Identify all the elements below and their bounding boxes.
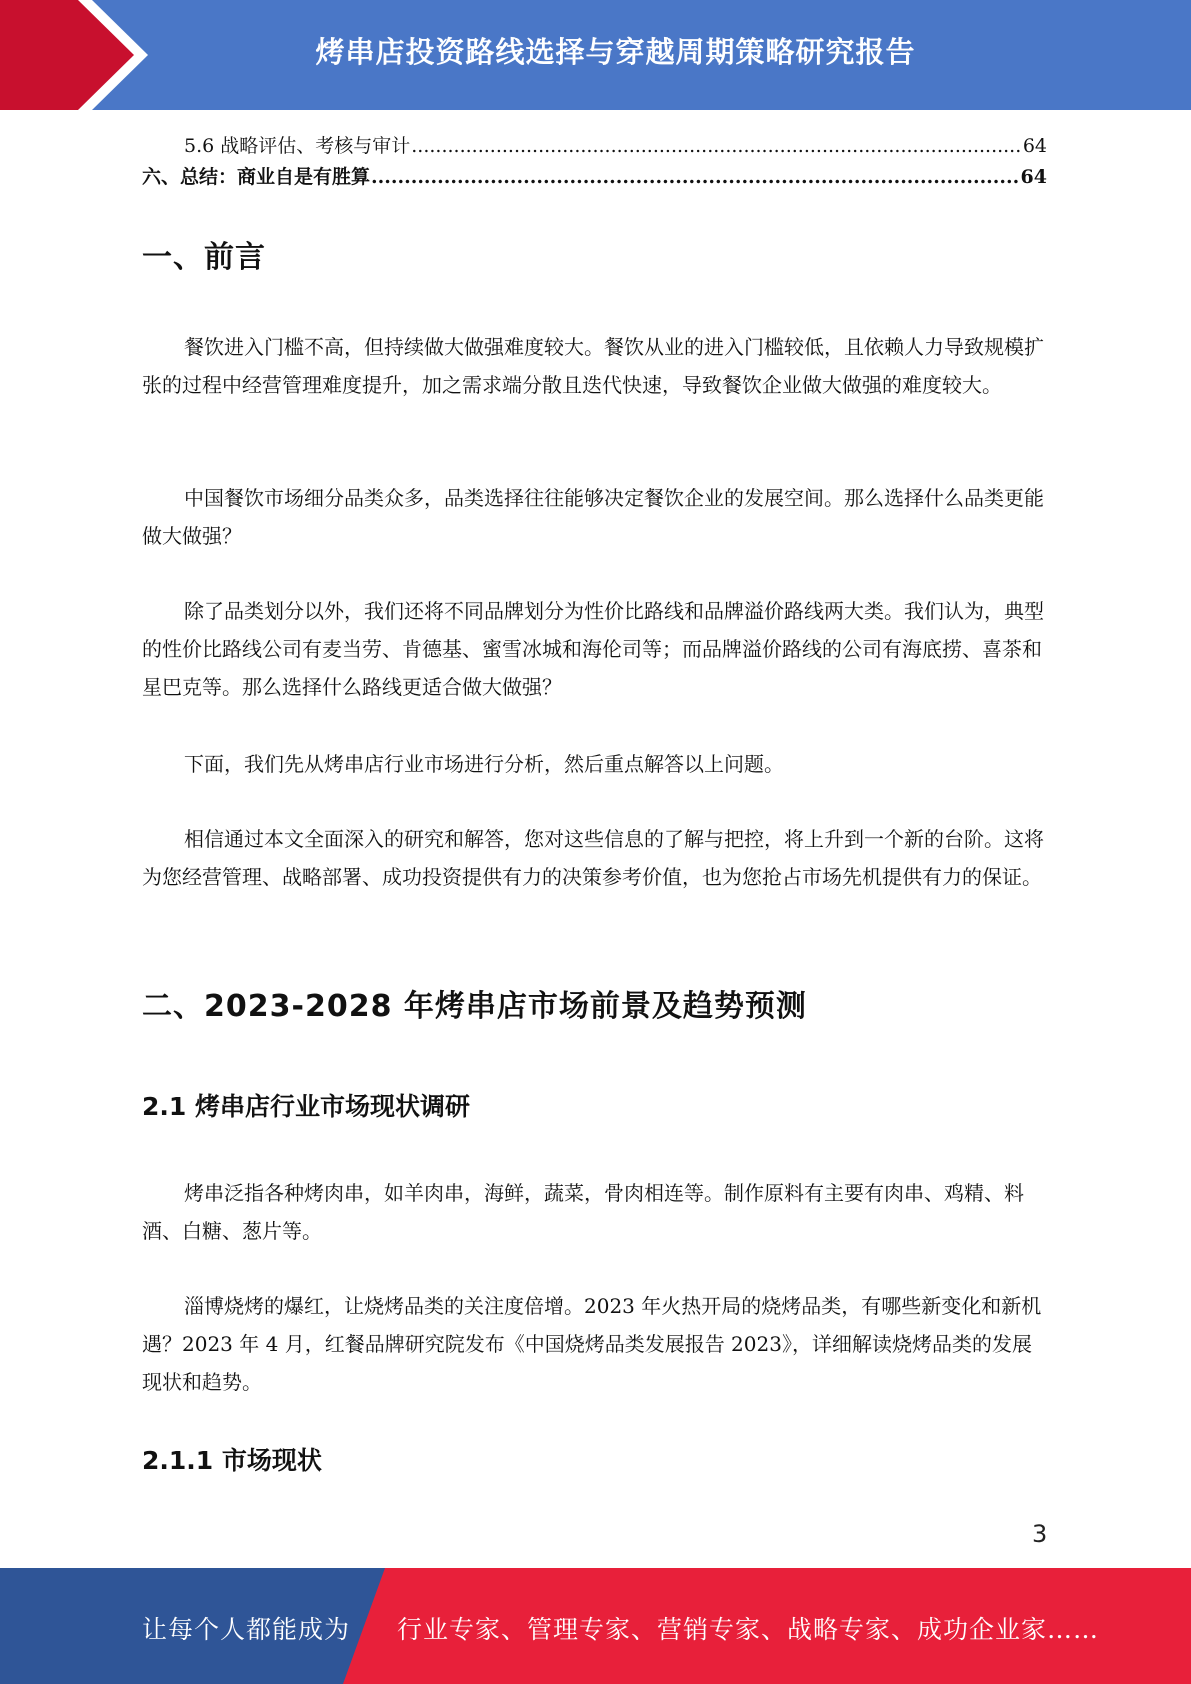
- footer-slogan-left: 让每个人都能成为: [142, 1615, 351, 1644]
- toc-entry-page: 64: [1022, 135, 1047, 157]
- toc-leader-dots: [371, 166, 1020, 188]
- body-paragraph: 餐饮进入门槛不高，但持续做大做强难度较大。餐饮从业的进入门槛较低，且依赖人力导致规模扩张的过程中经营管理难度提升，加之需求端分散且迭代快速，导致餐饮企业做大做强的难度较大。: [142, 335, 1044, 397]
- body-paragraph: 淄博烧烤的爆红，让烧烤品类的关注度倍增。2023 年火热开局的烧烤品类，有哪些新变化和新机遇？2023 年 4 月，红餐品牌研究院发布《中国烧烤品类发展报告 2023》，详细解读烧烤品类的发展现状和趋势。: [142, 1294, 1042, 1394]
- page-footer: [0, 1568, 1191, 1684]
- report-title: 烤串店投资路线选择与穿越周期策略研究报告: [315, 35, 916, 69]
- body-paragraph: 除了品类划分以外，我们还将不同品牌划分为性价比路线和品牌溢价路线两大类。我们认为，典型的性价比路线公司有麦当劳、肯德基、蜜雪冰城和海伦司等；而品牌溢价路线的公司有海底捞、喜茶和星巴克等。那么选择什么路线更适合做大做强？: [142, 599, 1044, 699]
- section-heading: 一、前言: [142, 240, 266, 275]
- subsection-heading: 2.1 烤串店行业市场现状调研: [142, 1092, 470, 1121]
- toc-entry-label: 六、总结：商业自是有胜算: [142, 166, 371, 188]
- body-paragraph: 下面，我们先从烤串店行业市场进行分析，然后重点解答以上问题。: [184, 752, 784, 776]
- body-paragraph: 中国餐饮市场细分品类众多，品类选择往往能够决定餐饮企业的发展空间。那么选择什么品类更能做大做强？: [142, 486, 1044, 548]
- body-paragraph: 烤串泛指各种烤肉串，如羊肉串，海鲜，蔬菜，骨肉相连等。制作原料有主要有肉串、鸡精、料酒、白糖、葱片等。: [142, 1181, 1024, 1243]
- toc-entry-label: 5.6 战略评估、考核与审计: [184, 135, 411, 157]
- section-heading: 二、2023-2028 年烤串店市场前景及趋势预测: [142, 989, 807, 1024]
- toc-entry-page: 64: [1020, 166, 1047, 188]
- footer-slogan-right: 行业专家、管理专家、营销专家、战略专家、成功企业家……: [397, 1615, 1100, 1644]
- body-paragraph: 相信通过本文全面深入的研究和解答，您对这些信息的了解与把控，将上升到一个新的台阶。这将为您经营管理、战略部署、成功投资提供有力的决策参考价值，也为您抢占市场先机提供有力的保证。: [142, 827, 1044, 889]
- subsection-heading: 2.1.1 市场现状: [142, 1446, 322, 1475]
- page-header: [0, 0, 1191, 110]
- page-number: 3: [1032, 1520, 1048, 1548]
- toc-entry[interactable]: [142, 131, 1047, 158]
- toc-entry[interactable]: [142, 162, 1047, 189]
- toc-leader-dots: [411, 135, 1022, 157]
